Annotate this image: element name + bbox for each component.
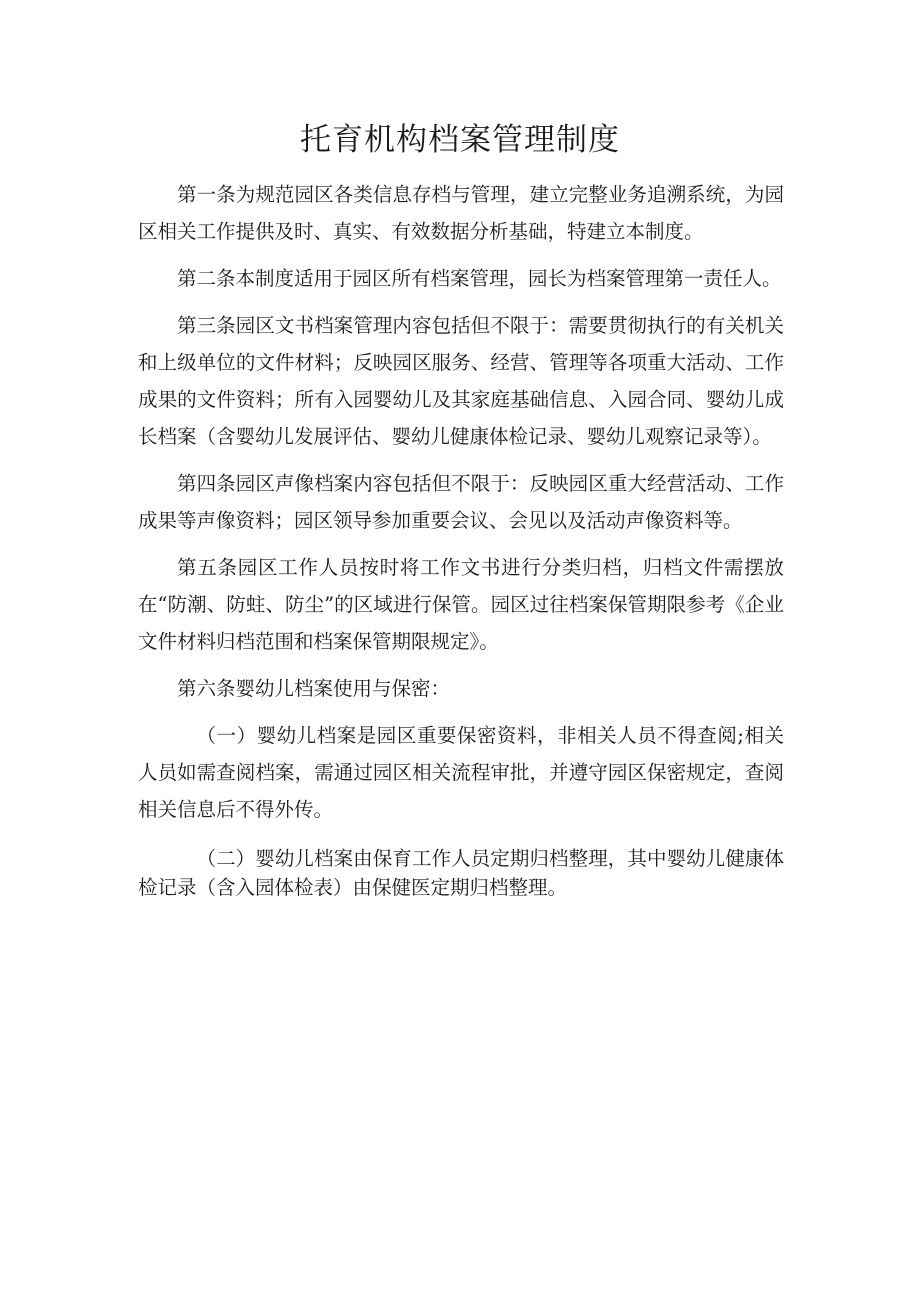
document-title: 托育机构档案管理制度: [300, 122, 620, 158]
article-6-item-2: （二）婴幼儿档案由保育工作人员定期归档整理，其中婴幼儿健康体检记录（含入园体检表）由保健医定期归档整理。: [138, 847, 784, 899]
article-6-heading: 第六条婴幼儿档案使用与保密：: [177, 677, 451, 700]
document-body: [138, 176, 784, 912]
article-1: 第一条为规范园区各类信息存档与管理，建立完整业务追溯系统，为园区相关工作提供及时、真实、有效数据分析基础，特建立本制度。: [138, 183, 784, 243]
article-2: 第二条本制度适用于园区所有档案管理，园长为档案管理第一责任人。: [177, 267, 782, 290]
article-3: 第三条园区文书档案管理内容包括但不限于：需要贯彻执行的有关机关和上级单位的文件材料；反映园区服务、经营、管理等各项重大活动、工作成果的文件资料；所有入园婴幼儿及其家庭基础信息、入园合同、婴幼儿成长档案（含婴幼儿发展评估、婴幼儿健康体检记录、婴幼儿观察记录等）。: [138, 314, 784, 448]
article-4: 第四条园区声像档案内容包括但不限于：反映园区重大经营活动、工作成果等声像资料；园区领导参加重要会议、会见以及活动声像资料等。: [138, 472, 784, 532]
article-5: 第五条园区工作人员按时将工作文书进行分类归档，归档文件需摆放在“防潮、防蛀、防尘”的区域进行保管。园区过往档案保管期限参考《企业文件材料归档范围和档案保管期限规定》。: [138, 556, 784, 653]
article-6-item-1: （一）婴幼儿档案是园区重要保密资料，非相关人员不得查阅;相关人员如需查阅档案，需通过园区相关流程审批，并遵守园区保密规定，查阅相关信息后不得外传。: [138, 724, 784, 821]
